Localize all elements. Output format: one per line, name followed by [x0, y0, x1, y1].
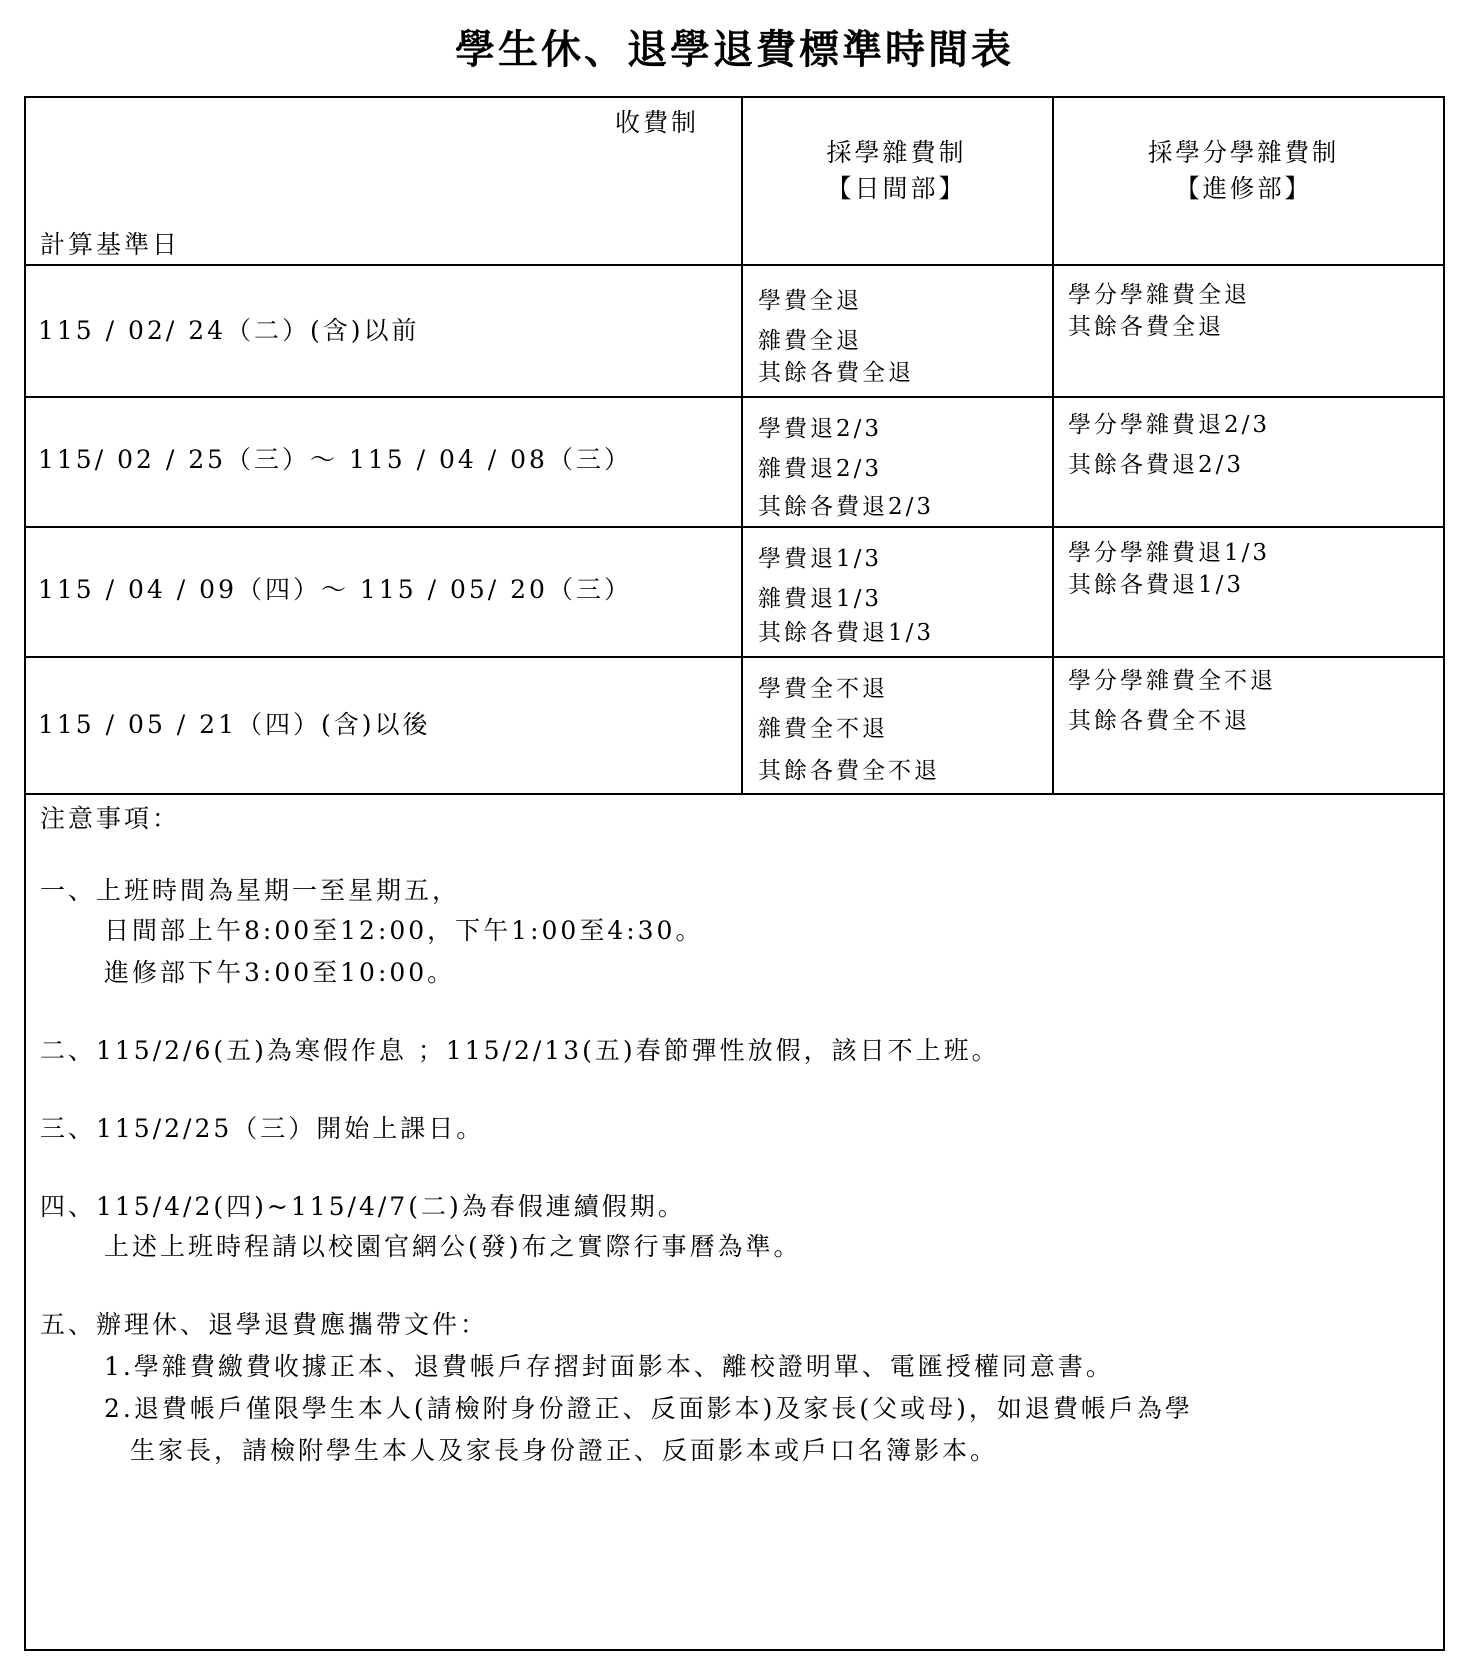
- row-date: 115/ 02 / 25（三）～ 115 / 04 / 08（三）: [38, 445, 632, 474]
- row-date: 115 / 02/ 24（二）(含)以前: [38, 316, 420, 345]
- note-3: 三、115/2/25（三）開始上課日。: [40, 1114, 485, 1143]
- night-division-header: [1052, 138, 1435, 204]
- day-refund-item: 雜費退2/3: [758, 456, 883, 482]
- night-refund-item: 其餘各費退1/3: [1068, 572, 1245, 598]
- day-refund-item: 雜費全退: [758, 328, 862, 354]
- night-header-line1: 採學分學雜費制: [1148, 138, 1340, 167]
- row-date: 115 / 04 / 09（四）～ 115 / 05/ 20（三）: [38, 575, 632, 604]
- table-bottom-divider: [24, 793, 1445, 795]
- day-refund-item: 其餘各費全退: [758, 360, 914, 386]
- fee-system-label: 收費制: [615, 108, 700, 137]
- note-5-line: 生家長，請檢附學生本人及家長身份證正、反面影本或戶口名簿影本。: [130, 1436, 999, 1465]
- note-4-line: 四、115/4/2(四)~115/4/7(二)為春假連續假期。: [40, 1192, 686, 1221]
- row-divider: [24, 264, 1445, 266]
- night-refund-item: 其餘各費退2/3: [1068, 452, 1245, 478]
- base-date-label: 計算基準日: [40, 230, 181, 259]
- row-divider: [24, 526, 1445, 528]
- day-refund-item: 其餘各費退1/3: [758, 620, 935, 646]
- day-refund-item: 雜費退1/3: [758, 586, 883, 612]
- note-5-line: 2.退費帳戶僅限學生本人(請檢附身份證正、反面影本)及家長(父或母)，如退費帳戶為學: [104, 1394, 1193, 1423]
- row-date: 115 / 05 / 21（四）(含)以後: [38, 710, 431, 739]
- night-refund-item: 其餘各費全不退: [1068, 708, 1250, 734]
- row-divider: [24, 396, 1445, 398]
- day-refund-item: 其餘各費全不退: [758, 758, 940, 784]
- night-refund-item: 學分學雜費退2/3: [1068, 412, 1271, 438]
- day-refund-item: 其餘各費退2/3: [758, 494, 935, 520]
- day-refund-item: 學費全退: [758, 288, 862, 314]
- day-division-header: [741, 138, 1052, 204]
- day-header-line1: 採學雜費制: [826, 138, 967, 167]
- day-refund-item: 雜費全不退: [758, 716, 888, 742]
- night-refund-item: 學分學雜費全退: [1068, 282, 1250, 308]
- night-refund-item: 學分學雜費退1/3: [1068, 540, 1271, 566]
- notes-heading: 注意事項：: [40, 804, 181, 833]
- night-refund-item: 其餘各費全退: [1068, 314, 1224, 340]
- day-header-line2: 【日間部】: [826, 174, 967, 203]
- day-refund-item: 學費退2/3: [758, 416, 883, 442]
- note-4-line: 上述上班時程請以校園官網公(發)布之實際行事曆為準。: [104, 1232, 802, 1261]
- note-2: 二、115/2/6(五)為寒假作息 ；115/2/13(五)春節彈性放假，該日不上班。: [40, 1036, 1000, 1065]
- day-refund-item: 學費全不退: [758, 676, 888, 702]
- note-1-line: 進修部下午3:00至10:00。: [104, 958, 456, 987]
- note-5-line: 1.學雜費繳費收據正本、退費帳戶存摺封面影本、離校證明單、電匯授權同意書。: [104, 1352, 1114, 1381]
- note-1-line: 一、上班時間為星期一至星期五，: [40, 876, 461, 905]
- page-title: 學生休、退學退費標準時間表: [455, 27, 1014, 73]
- note-1-line: 日間部上午8:00至12:00，下午1:00至4:30。: [104, 916, 704, 945]
- note-5-line: 五、辦理休、退學退費應攜帶文件：: [40, 1310, 489, 1339]
- day-refund-item: 學費退1/3: [758, 546, 883, 572]
- night-refund-item: 學分學雜費全不退: [1068, 668, 1276, 694]
- night-header-line2: 【進修部】: [1175, 174, 1312, 203]
- row-divider: [24, 656, 1445, 658]
